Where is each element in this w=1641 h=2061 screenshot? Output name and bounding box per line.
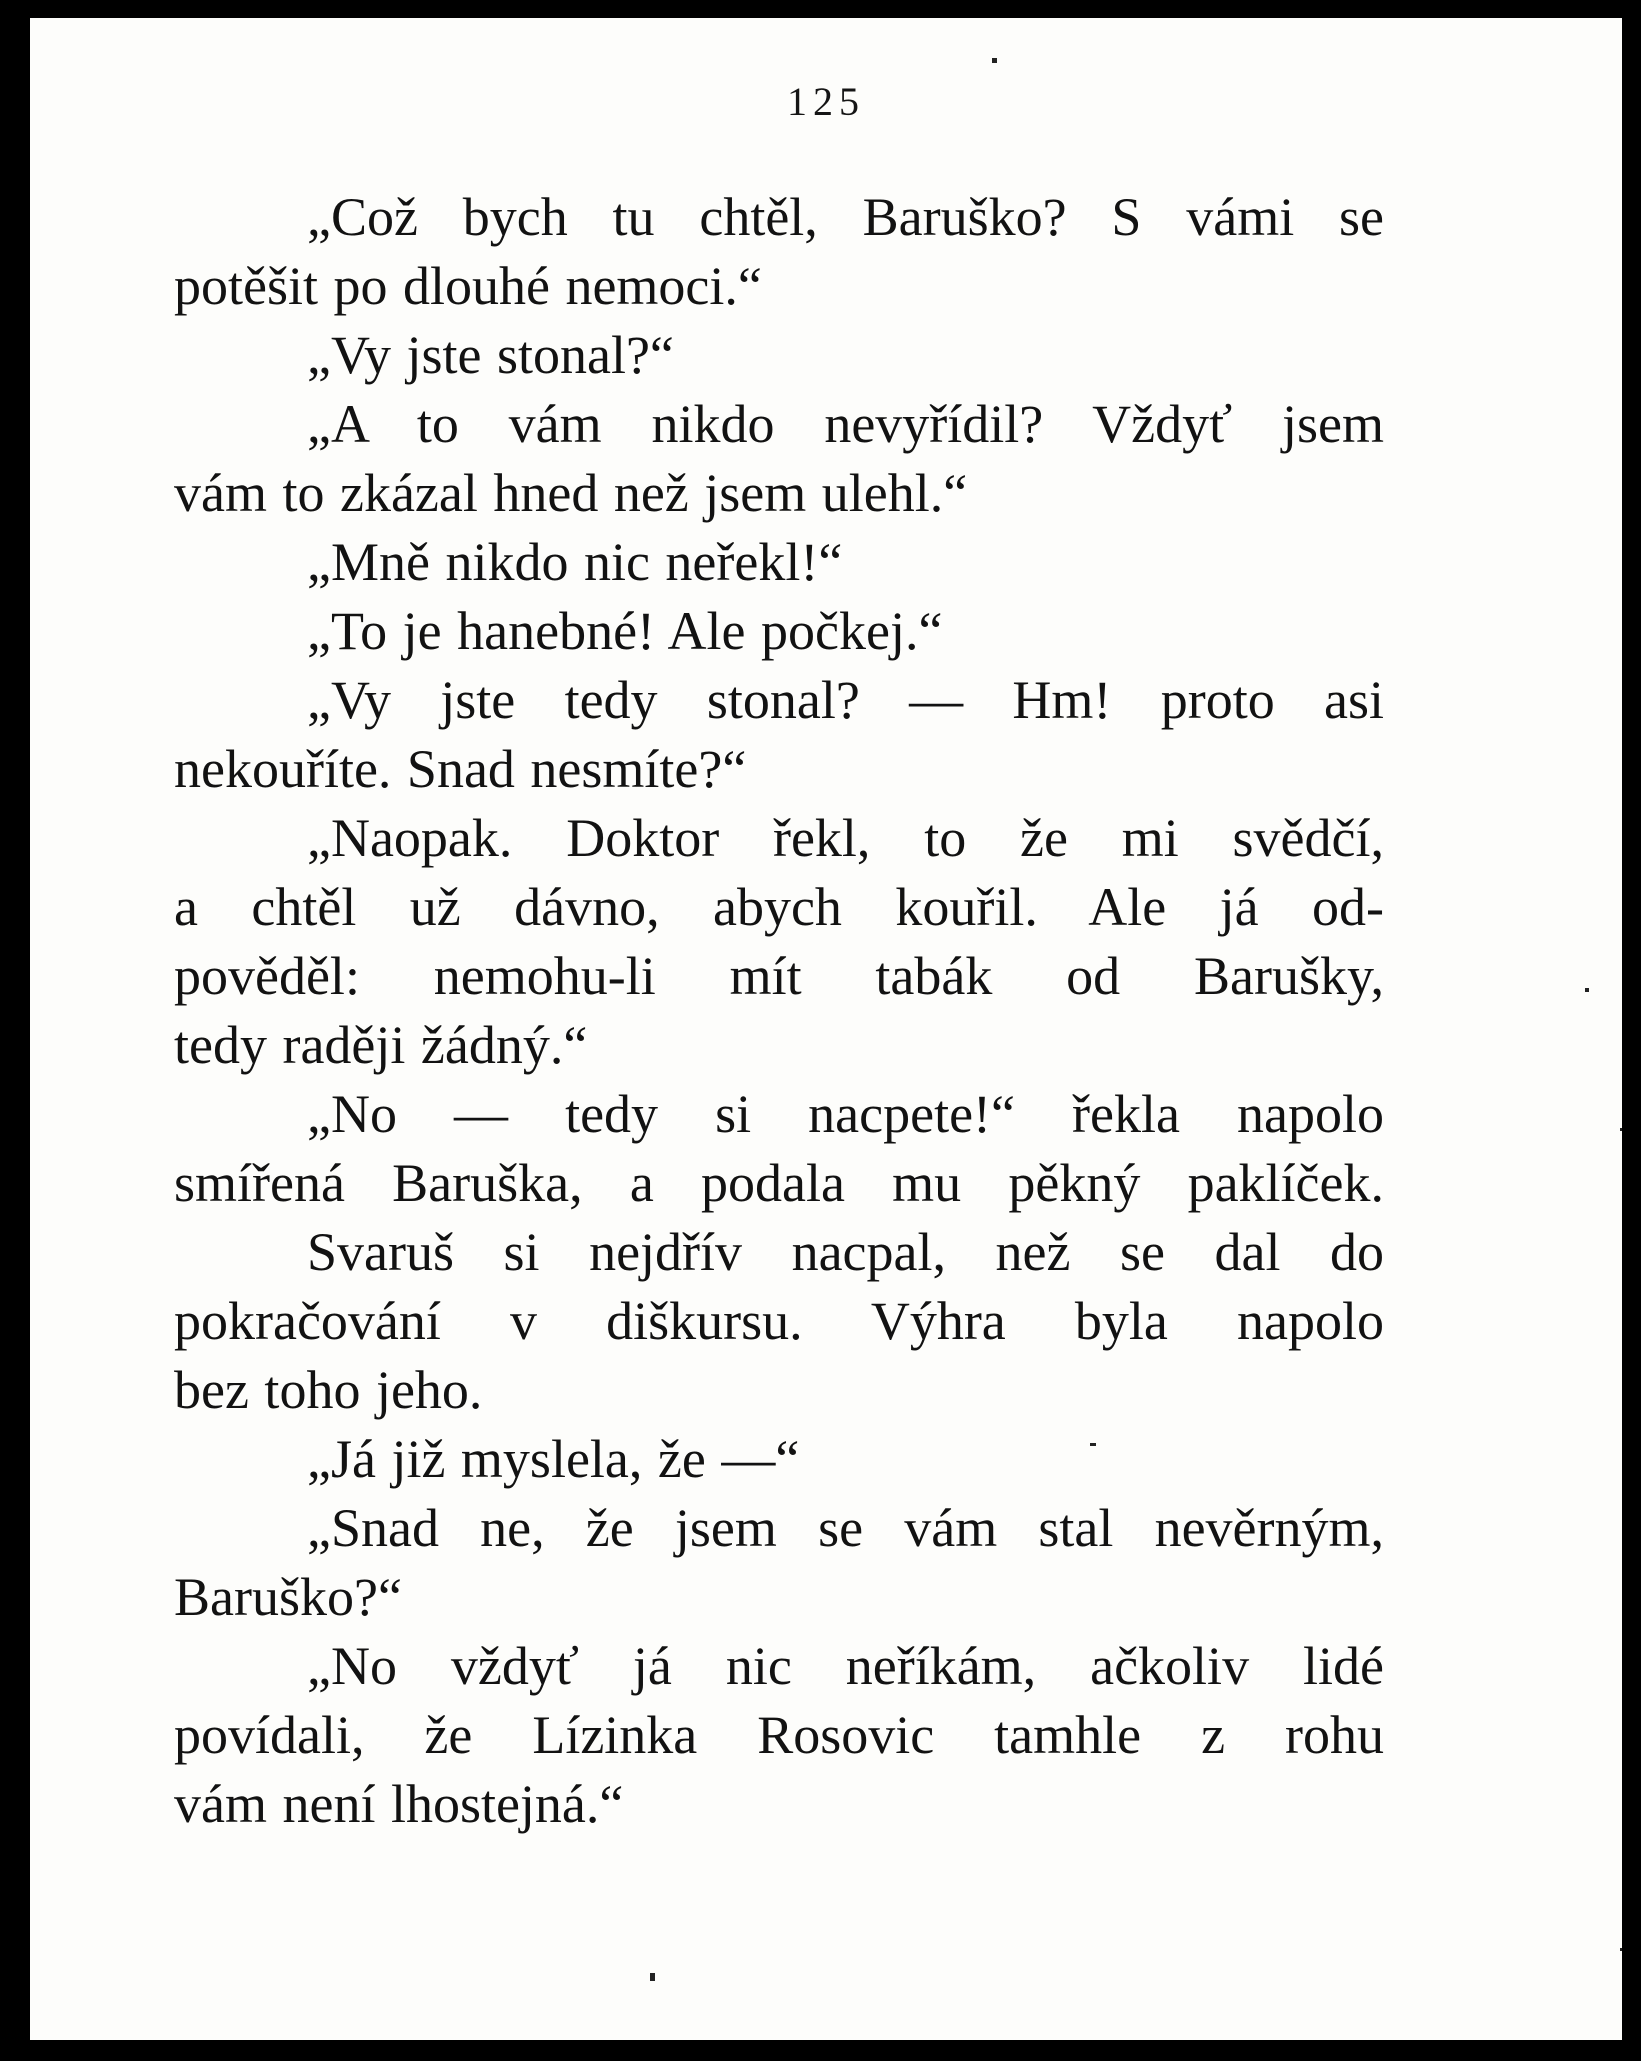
body-text [174,183,1384,1839]
text-line: potěšit po dlouhé nemoci.“ [174,256,762,316]
text-line: „Já již myslela, že —“ [307,1429,800,1489]
text-line: nekouříte. Snad nesmíte?“ [174,739,747,799]
text-line: „A to vám nikdo nevyřídil? Vždyť jsem [307,394,1384,454]
scan-speck [1620,1128,1622,1131]
text-line: vám není lhostejná.“ [174,1774,624,1834]
scan-speck [650,1973,655,1981]
text-line: „Vy jste tedy stonal? — Hm! proto asi [307,670,1384,730]
text-line: vám to zkázal hned než jsem ulehl.“ [174,463,968,523]
text-line: bez toho jeho. [174,1360,483,1420]
text-line: tedy raději žádný.“ [174,1015,588,1075]
scan-speck [992,58,997,63]
text-line: „No vždyť já nic neříkám, ačkoliv lidé [307,1636,1384,1696]
text-line: „Což bych tu chtěl, Baruško? S vámi se [307,187,1384,247]
text-line: „No — tedy si nacpete!“ řekla napolo [307,1084,1384,1144]
text-line: „Vy jste stonal?“ [307,325,674,385]
scan-speck [1090,1443,1096,1446]
book-page [30,18,1622,2040]
text-line: „Naopak. Doktor řekl, to že mi svědčí, [307,808,1384,868]
scan-speck [1585,988,1589,992]
text-line: pověděl: nemohu-li mít tabák od Barušky, [174,946,1384,1006]
text-line: povídali, že Lízinka Rosovic tamhle z rohu [174,1705,1384,1765]
page-number: 125 [787,79,865,124]
text-line: smířená Baruška, a podala mu pěkný paklíček. [174,1153,1384,1213]
text-line: Svaruš si nejdřív nacpal, než se dal do [307,1222,1384,1282]
text-line: pokračování v diškursu. Výhra byla napolo [174,1291,1384,1351]
text-line: „To je hanebné! Ale počkej.“ [307,601,943,661]
text-line: „Snad ne, že jsem se vám stal nevěrným, [307,1498,1384,1558]
scan-speck [1620,1948,1622,1951]
text-line: Baruško?“ [174,1567,402,1627]
text-line: „Mně nikdo nic neřekl!“ [307,532,843,592]
text-line: a chtěl už dávno, abych kouřil. Ale já od- [174,877,1384,937]
